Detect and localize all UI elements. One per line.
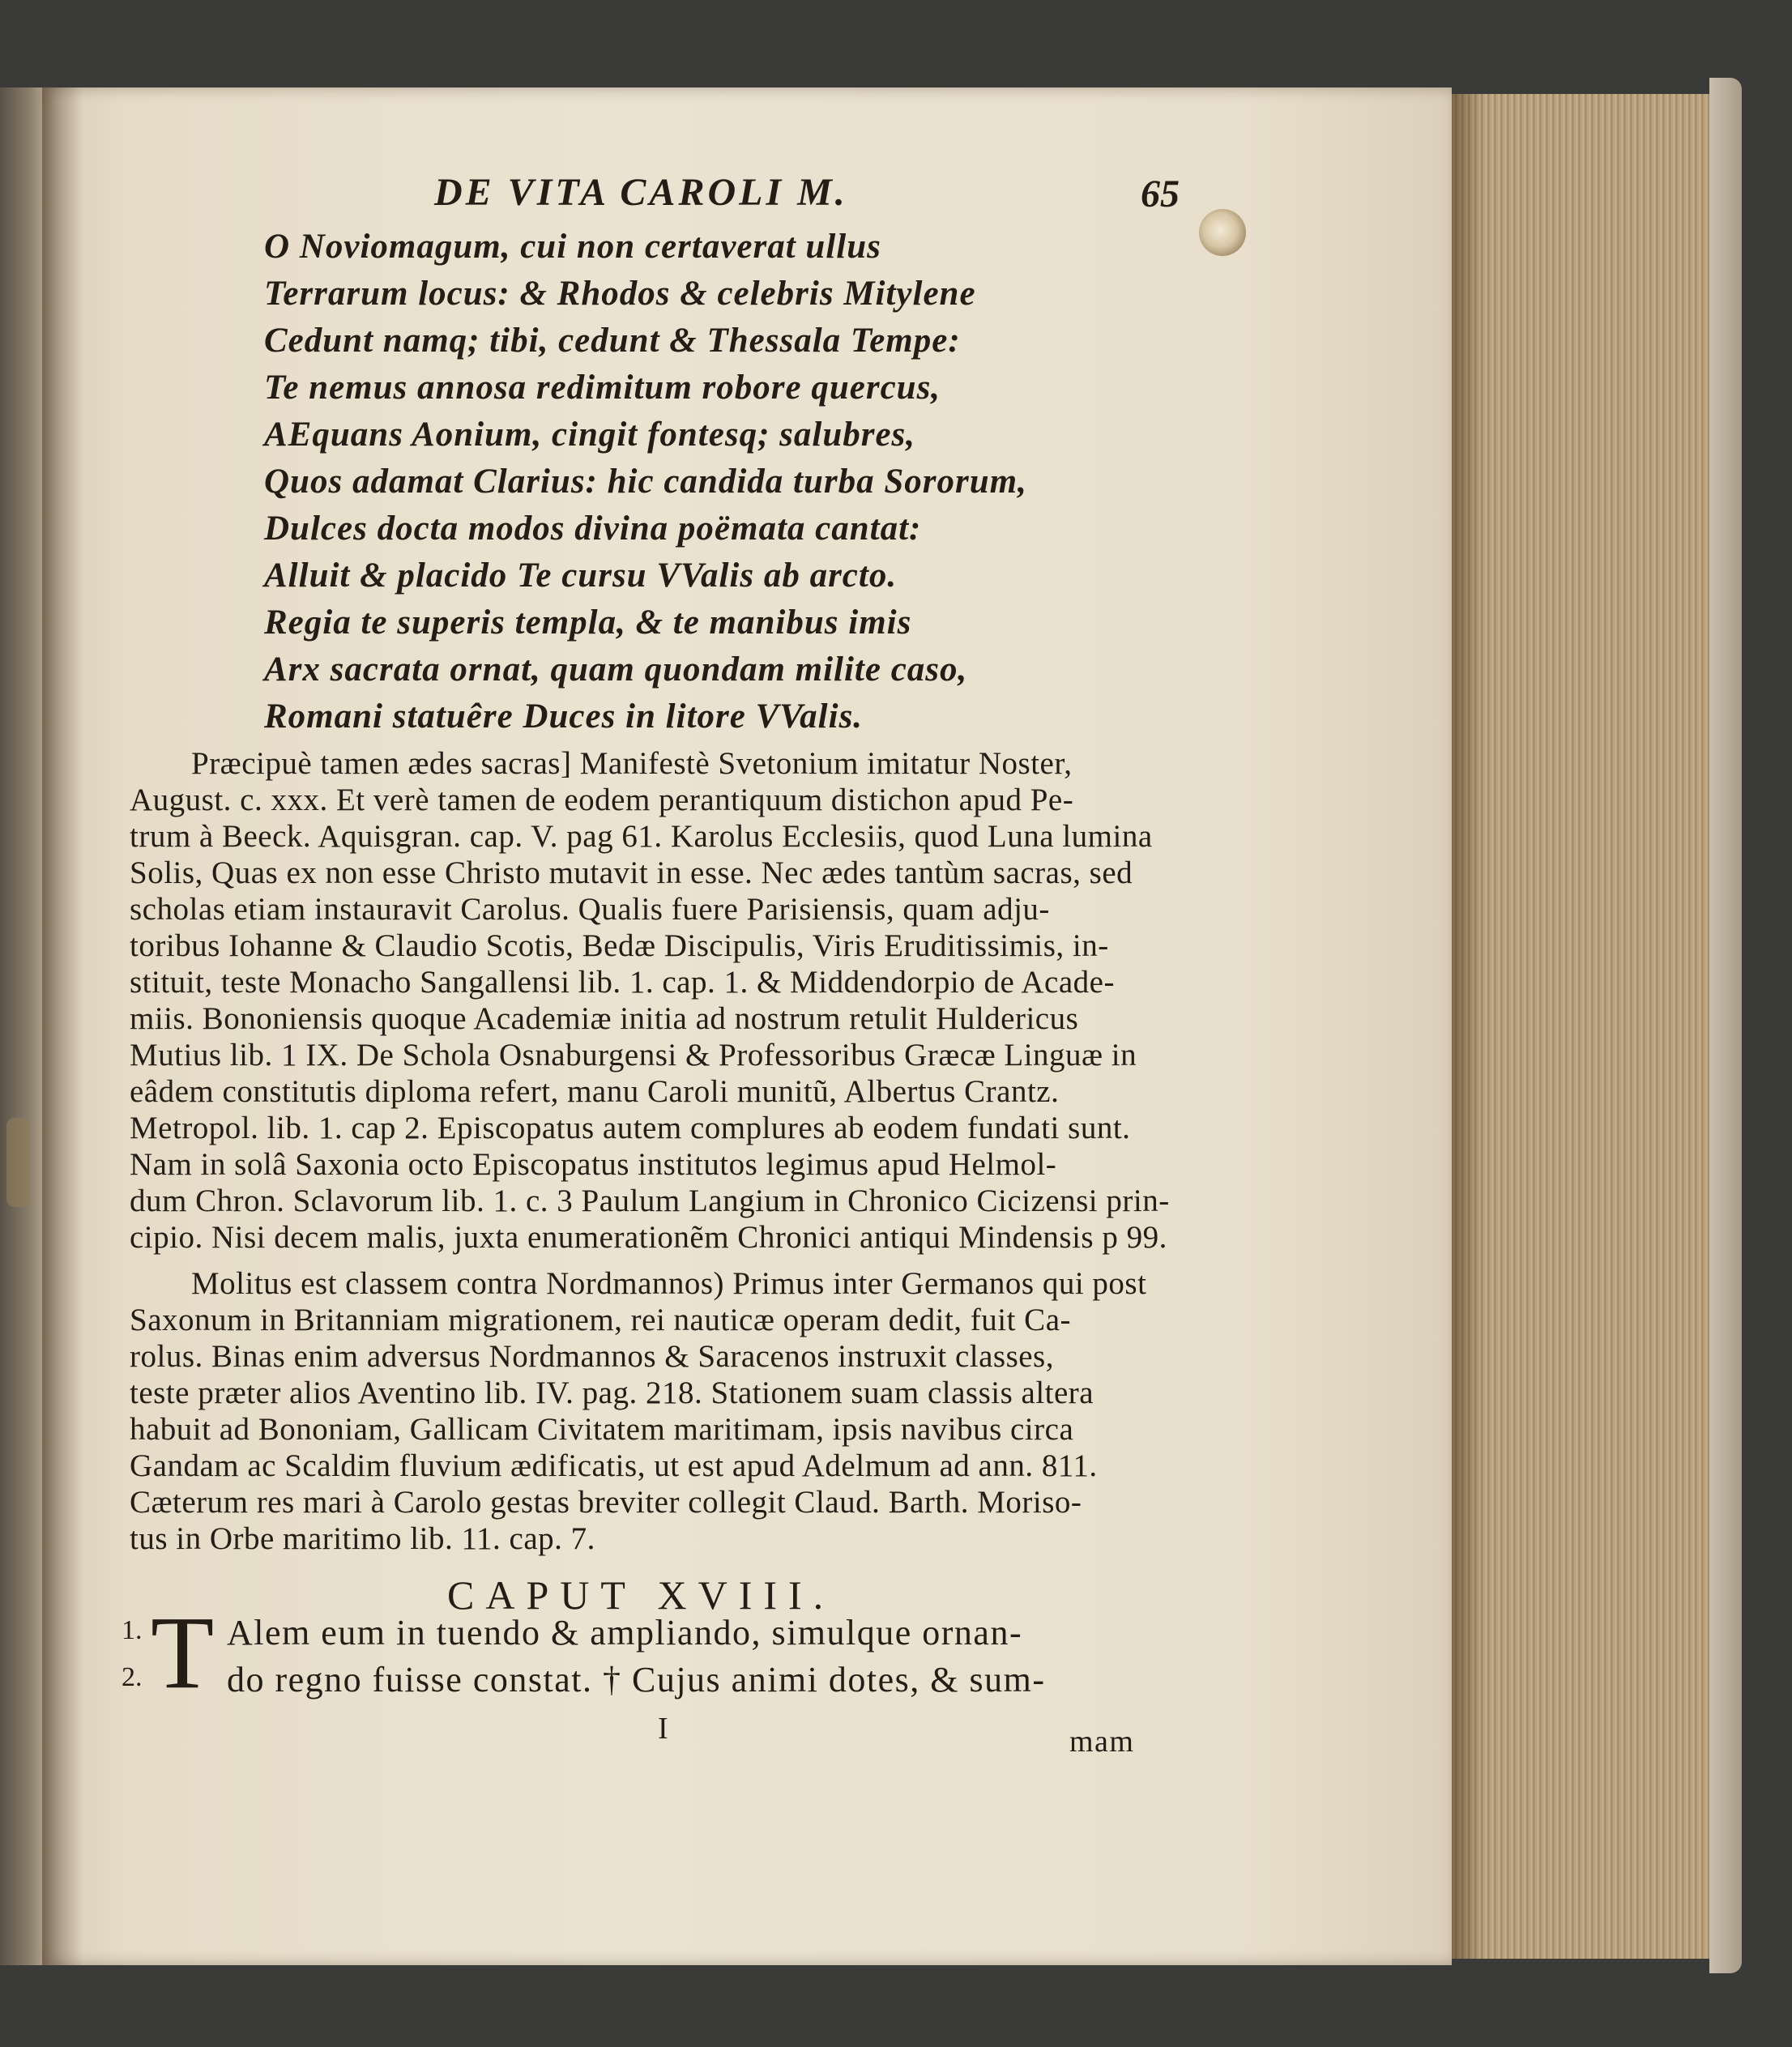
- note-line: cipio. Nisi decem malis, juxta enumerationẽm Chronici antiqui Mindensis p 99.: [130, 1220, 1167, 1255]
- note-line: habuit ad Bononiam, Gallicam Civitatem maritimam, ipsis navibus circa: [130, 1412, 1074, 1447]
- page-edges-block: [1452, 94, 1719, 1959]
- page-edges-shadow: [1452, 94, 1484, 1959]
- binding-damage: [6, 1118, 29, 1207]
- verse-line: Alluit & placido Te cursu VValis ab arcto.: [264, 557, 898, 595]
- note-line: Saxonum in Britanniam migrationem, rei nauticæ operam dedit, fuit Ca-: [130, 1303, 1071, 1337]
- verse-line: Quos adamat Clarius: hic candida turba Sororum,: [264, 463, 1027, 501]
- note-line: rolus. Binas enim adversus Nordmannos & Saracenos instruxit classes,: [130, 1339, 1054, 1374]
- note-line: Mutius lib. 1 IX. De Schola Osnaburgensi & Professoribus Græcæ Linguæ in: [130, 1038, 1137, 1073]
- note-line: August. c. xxx. Et verè tamen de eodem perantiquum distichon apud Pe-: [130, 783, 1074, 817]
- note-line: dum Chron. Sclavorum lib. 1. c. 3 Paulum Langium in Chronico Cicizensi prin-: [130, 1183, 1170, 1218]
- note-line: trum à Beeck. Aquisgran. cap. V. pag 61. Karolus Ecclesiis, quod Luna lumina: [130, 819, 1153, 854]
- signature-mark: I: [658, 1712, 670, 1746]
- note-line: miis. Bononiensis quoque Academiæ initia ad nostrum retulit Huldericus: [130, 1001, 1079, 1036]
- verse-line: Romani statuêre Duces in litore VValis.: [264, 697, 864, 736]
- verse-line: O Noviomagum, cui non certaverat ullus: [264, 228, 881, 266]
- running-head: DE VITA CAROLI M.: [434, 171, 848, 214]
- note-line: Gandam ac Scaldim fluvium ædificatis, ut est apud Adelmum ad ann. 811.: [130, 1448, 1098, 1483]
- book-cover-edge-right: [1709, 78, 1742, 1973]
- page-gutter-shadow: [42, 87, 83, 1965]
- chapter-line: do regno fuisse constat. † Cujus animi dotes, & sum-: [227, 1660, 1046, 1699]
- note-line: Cæterum res mari à Carolo gestas breviter collegit Claud. Barth. Moriso-: [130, 1485, 1082, 1520]
- verse-line: Dulces docta modos divina poëmata cantat:: [264, 510, 922, 548]
- chapter-line: Alem eum in tuendo & ampliando, simulque ornan-: [227, 1613, 1023, 1653]
- verse-line: Cedunt namq; tibi, cedunt & Thessala Tempe:: [264, 322, 961, 360]
- note-line: stituit, teste Monacho Sangallensi lib. 1. cap. 1. & Middendorpio de Acade-: [130, 965, 1115, 1000]
- drop-cap: T: [151, 1595, 215, 1710]
- note-line: Molitus est classem contra Nordmannos) Primus inter Germanos qui post: [191, 1266, 1147, 1301]
- margin-number: 1.: [122, 1615, 143, 1645]
- note-line: Solis, Quas ex non esse Christo mutavit in esse. Nec ædes tantùm sacras, sed: [130, 855, 1133, 890]
- note-line: Nam in solâ Saxonia octo Episcopatus institutos legimus apud Helmol-: [130, 1147, 1057, 1182]
- note-line: Metropol. lib. 1. cap 2. Episcopatus autem complures ab eodem fundati sunt.: [130, 1111, 1131, 1145]
- verse-line: Arx sacrata ornat, quam quondam milite caso,: [264, 650, 968, 689]
- margin-number: 2.: [122, 1662, 143, 1692]
- catchword: mam: [1069, 1725, 1135, 1759]
- verse-line: Terrarum locus: & Rhodos & celebris Mitylene: [264, 275, 976, 313]
- page-number: 65: [1141, 173, 1180, 215]
- note-line: eâdem constitutis diploma refert, manu Caroli munitũ, Albertus Crantz.: [130, 1074, 1060, 1109]
- note-line: toribus Iohanne & Claudio Scotis, Bedæ Discipulis, Viris Eruditissimis, in-: [130, 928, 1109, 963]
- chapter-heading: CAPUT XVIII.: [447, 1572, 835, 1618]
- note-line: teste præter alios Aventino lib. IV. pag. 218. Stationem suam classis altera: [130, 1375, 1094, 1410]
- paper-stain: [1199, 209, 1246, 256]
- note-line: Præcipuè tamen ædes sacras] Manifestè Svetonium imitatur Noster,: [191, 746, 1073, 781]
- note-line: tus in Orbe maritimo lib. 11. cap. 7.: [130, 1521, 595, 1556]
- book-cover-edge-left: [0, 87, 49, 1965]
- verse-line: Te nemus annosa redimitum robore quercus,: [264, 369, 941, 407]
- verse-line: Regia te superis templa, & te manibus imis: [264, 603, 912, 642]
- verse-line: AEquans Aonium, cingit fontesq; salubres,: [264, 416, 916, 454]
- note-line: scholas etiam instauravit Carolus. Qualis fuere Parisiensis, quam adju-: [130, 892, 1050, 927]
